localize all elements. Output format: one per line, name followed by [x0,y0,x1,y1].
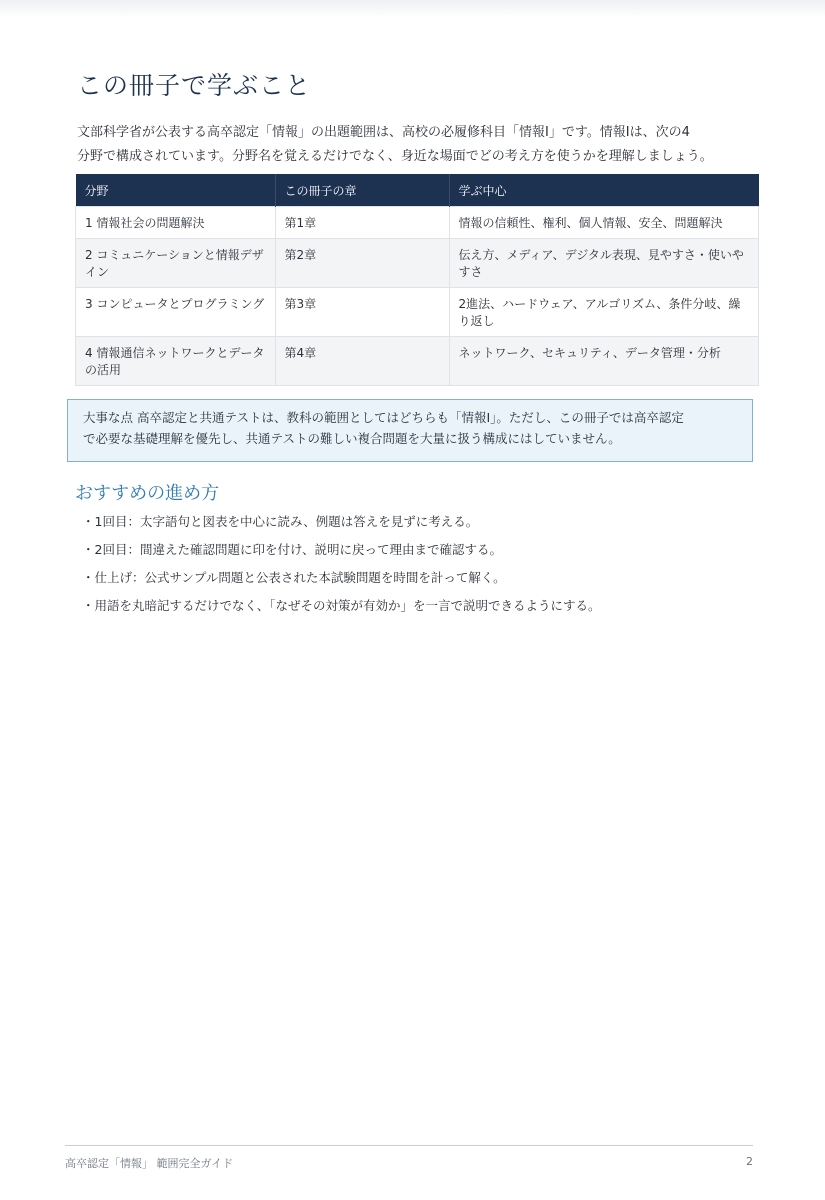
page-top-shade [0,0,825,18]
chapter-cell: 第1章 [275,207,449,239]
table-row [76,337,759,386]
table-row [76,288,759,337]
column-header-chapter: この冊子の章 [275,174,449,207]
table-row [76,207,759,239]
intro-line: 文部科学省が公表する高卒認定「情報」の出題範囲は、高校の必履修科目「情報Ⅰ」です。情報Ⅰは、次の4 [77,125,690,140]
study-steps-list [82,513,601,625]
focus-cell: ネットワーク、セキュリティ、データ管理・分析 [449,337,759,386]
table-header-row [76,174,759,207]
footer-divider [65,1145,753,1146]
chapter-cell: 第3章 [275,288,449,337]
curriculum-table [75,174,759,386]
focus-cell: 伝え方、メディア、デジタル表現、見やすさ・使いやすさ [449,239,759,288]
table-row [76,239,759,288]
note-line: で必要な基礎理解を優先し、共通テストの難しい複合問題を大量に扱う構成にはしていません。 [83,431,621,446]
list-item: ・仕上げ：公式サンプル問題と公表された本試験問題を時間を計って解く。 [82,570,506,585]
list-item: ・2回目：間違えた確認問題に印を付け、説明に戻って理由まで確認する。 [82,542,502,557]
chapter-cell: 第4章 [275,337,449,386]
column-header-focus: 学ぶ中心 [449,174,759,207]
page-number: 2 [746,1155,753,1168]
footer-title: 高卒認定「情報」 範囲完全ガイド [65,1157,234,1170]
focus-cell: 2進法、ハードウェア、アルゴリズム、条件分岐、繰り返し [449,288,759,337]
focus-cell: 情報の信頼性、権利、個人情報、安全、問題解決 [449,207,759,239]
page-title: この冊子で学ぶこと [77,71,312,100]
intro-line: 分野で構成されています。分野名を覚えるだけでなく、身近な場面でどの考え方を使うかを理解しましょう。 [77,149,713,164]
area-cell: 1 情報社会の問題解決 [76,207,276,239]
list-item: ・1回目：太字語句と図表を中心に読み、例題は答えを見ずに考える。 [82,514,479,529]
area-cell: 4 情報通信ネットワークとデータの活用 [76,337,276,386]
area-cell: 3 コンピュータとプログラミング [76,288,276,337]
chapter-cell: 第2章 [275,239,449,288]
important-note-box [67,399,753,462]
note-line: 大事な点 高卒認定と共通テストは、教科の範囲としてはどちらも「情報Ⅰ」。ただし、この冊子では高卒認定 [83,410,684,425]
area-cell: 2 コミュニケーションと情報デザイン [76,239,276,288]
column-header-area: 分野 [76,174,276,207]
intro-paragraph [77,121,767,169]
list-item: ・用語を丸暗記するだけでなく、「なぜその対策が有効か」を一言で説明できるようにする。 [82,598,601,613]
section-heading: おすすめの進め方 [75,483,220,504]
